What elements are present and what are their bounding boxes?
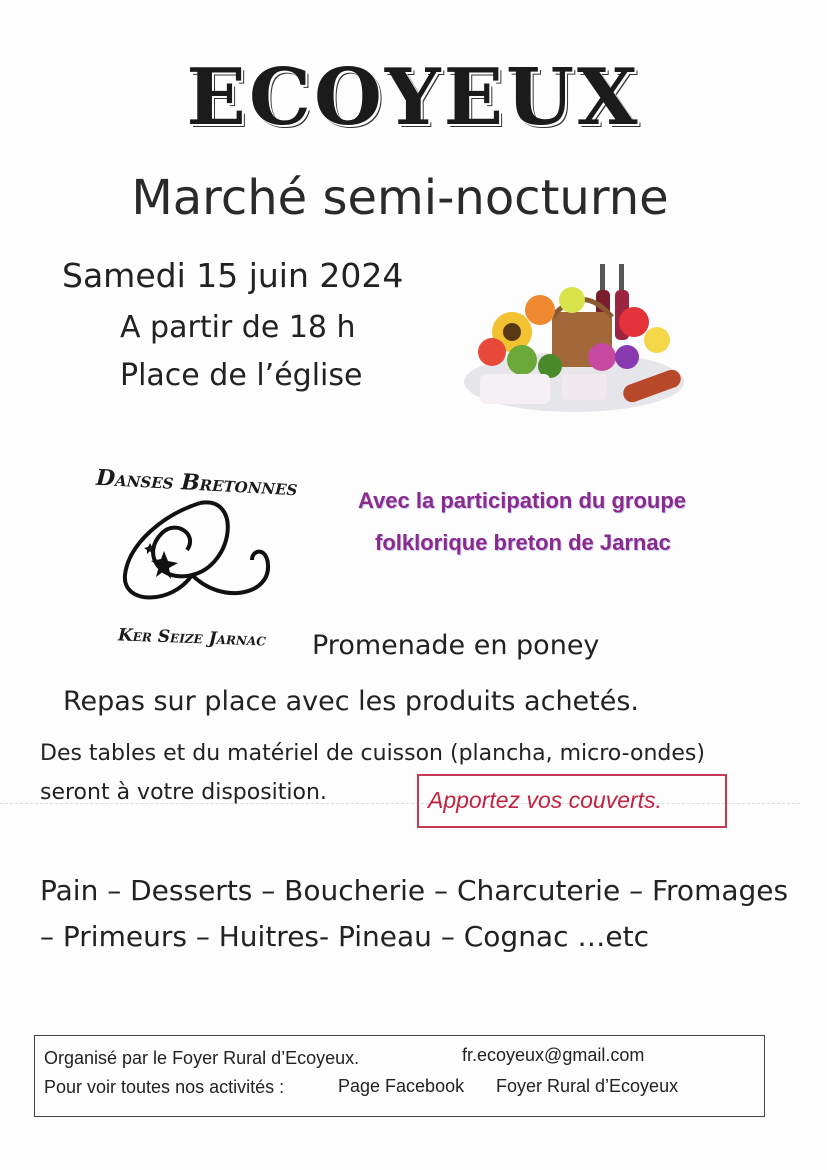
logo-bottom-text: Ker Seize Jarnac: [117, 625, 267, 651]
logo-top-text: Danses Bretonnes: [95, 464, 299, 502]
event-subtitle: Marché semi-nocturne: [131, 170, 669, 226]
event-date: Samedi 15 juin 2024: [62, 256, 404, 295]
couverts-notice: Apportez vos couverts.: [428, 787, 662, 813]
tables-text-line-1: Des tables et du matériel de cuisson (plancha, micro-ondes): [40, 741, 705, 766]
participation-line-1: Avec la participation du groupe: [358, 488, 687, 513]
meal-text: Repas sur place avec les produits achetés.: [63, 686, 640, 717]
contact-email[interactable]: fr.ecoyeux@gmail.com: [462, 1045, 645, 1065]
produce-basket-image: [462, 262, 687, 422]
products-line-1: Pain – Desserts – Boucherie – Charcuterie – Fromages: [40, 874, 789, 907]
pony-ride-text: Promenade en poney: [312, 630, 600, 661]
facebook-link[interactable]: Page Facebook: [338, 1076, 465, 1096]
activities-label: Pour voir toutes nos activités :: [44, 1077, 285, 1097]
products-line-2: – Primeurs – Huitres- Pineau – Cognac …etc: [40, 920, 649, 953]
event-time: A partir de 18 h: [120, 310, 356, 345]
organizer-text: Organisé par le Foyer Rural d’Ecoyeux.: [44, 1048, 360, 1068]
event-place: Place de l’église: [120, 358, 363, 393]
tables-text-line-2: seront à votre disposition.: [40, 780, 327, 805]
page-title: ECOYEUX: [186, 52, 641, 143]
facebook-page-name[interactable]: Foyer Rural d’Ecoyeux: [496, 1076, 679, 1096]
participation-line-2: folklorique breton de Jarnac: [375, 530, 671, 555]
